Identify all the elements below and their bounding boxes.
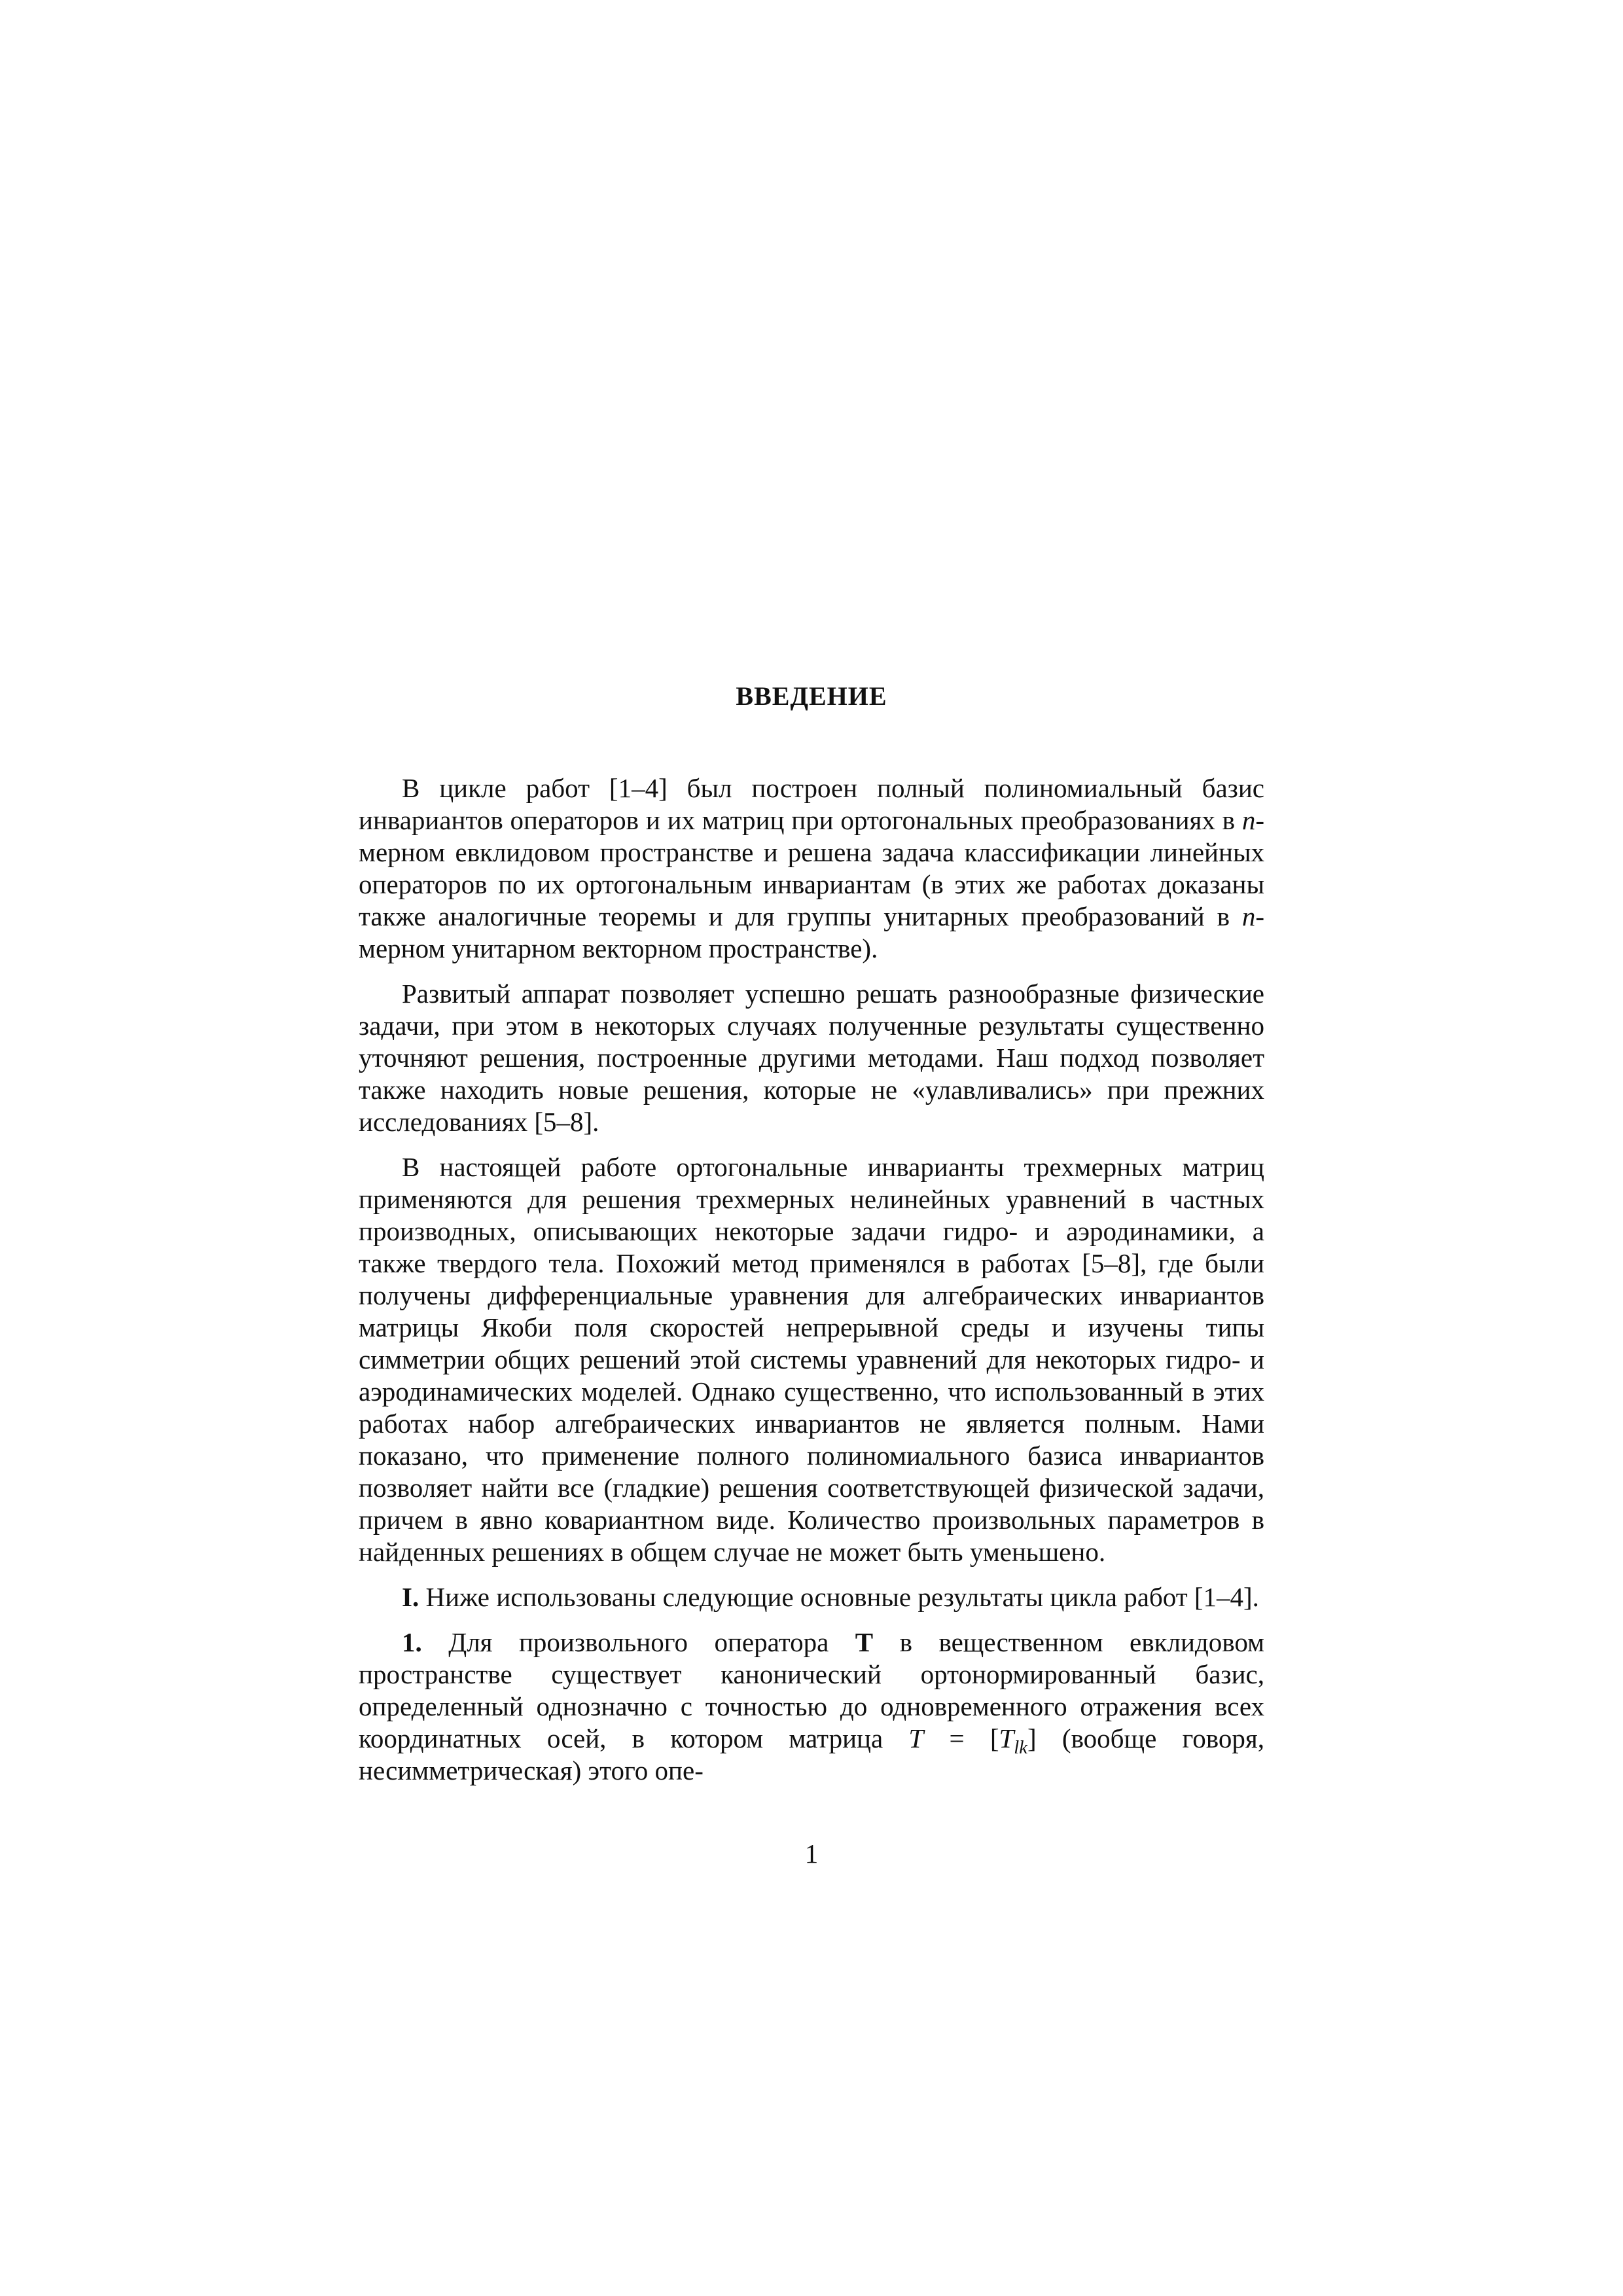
paragraph — [359, 1151, 1264, 1568]
text-run: ] (вообще говоря, несимметрическая) этого опе- — [359, 1723, 1264, 1785]
page-number: 1 — [804, 1839, 819, 1869]
paragraph — [359, 1626, 1264, 1787]
text-run: = [ — [923, 1723, 999, 1753]
text-run: Ниже использованы следующие основные результаты цикла работ [1–4]. — [419, 1582, 1259, 1612]
body-text — [359, 772, 1264, 1800]
paragraph — [359, 1581, 1264, 1613]
math-subscript: lk — [1014, 1737, 1028, 1759]
text-run: -мерном евклидовом пространстве и решена задача классификации линейных операторов по их ортогональным инвариантам (в этих же работах доказаны также аналогичные теоремы и для группы унитарных преобразований в — [359, 805, 1264, 931]
text-run: в вещественном евклидовом пространстве существует канонический ортонормированный базис, определенный однозначно с точностью до одновременного отражения всех координатных осей, в котором матрица — [359, 1627, 1264, 1753]
text-run: Для произвольного оператора — [421, 1627, 855, 1657]
paragraph — [359, 978, 1264, 1138]
bold-text: T — [855, 1627, 874, 1657]
paragraph — [359, 772, 1264, 965]
bold-text: 1. — [402, 1627, 422, 1657]
math-symbol: T — [908, 1723, 924, 1753]
text-run: В настоящей работе ортогональные инварианты трехмерных матриц применяются для решения трехмерных нелинейных уравнений в частных производных, описывающих некоторые задачи гидро- и аэродинамики, а также твердого тела. Похожий метод применялся в работах [5–8], где были получены дифференциальные уравнения для алгебраических инвариантов матрицы Якоби поля скоростей непрерывной среды и изучены типы симметрии общих решений этой системы уравнений для некоторых гидро- и аэродинамических моделей. Однако существенно, что использованный в этих работах набор алгебраических инвариантов не является полным. Нами показано, что применение полного полиномиального базиса инвариантов позволяет найти все (гладкие) решения соответствующей физической задачи, причем в явно ковариантном виде. Количество произвольных параметров в найденных решениях в общем случае не может быть уменьшено. — [359, 1152, 1264, 1567]
bold-text: I. — [402, 1582, 419, 1612]
section-heading: ВВЕДЕНИЕ — [736, 681, 887, 711]
math-symbol: n — [1241, 901, 1256, 931]
text-run: -мерном унитарном векторном пространстве). — [359, 901, 1264, 963]
text-run: В цикле работ [1–4] был построен полный полиномиальный базис инвариантов операторов и их матриц при ортогональных преобразованиях в — [359, 773, 1264, 835]
math-symbol: n — [1241, 805, 1256, 835]
text-run: Развитый аппарат позволяет успешно решать разнообразные физические задачи, при этом в некоторых случаях полученные результаты существенно уточняют решения, построенные другими методами. Наш подход позволяет также находить новые решения, которые не «улавливались» при прежних исследованиях [5–8]. — [359, 978, 1264, 1137]
math-symbol: T — [999, 1723, 1014, 1753]
